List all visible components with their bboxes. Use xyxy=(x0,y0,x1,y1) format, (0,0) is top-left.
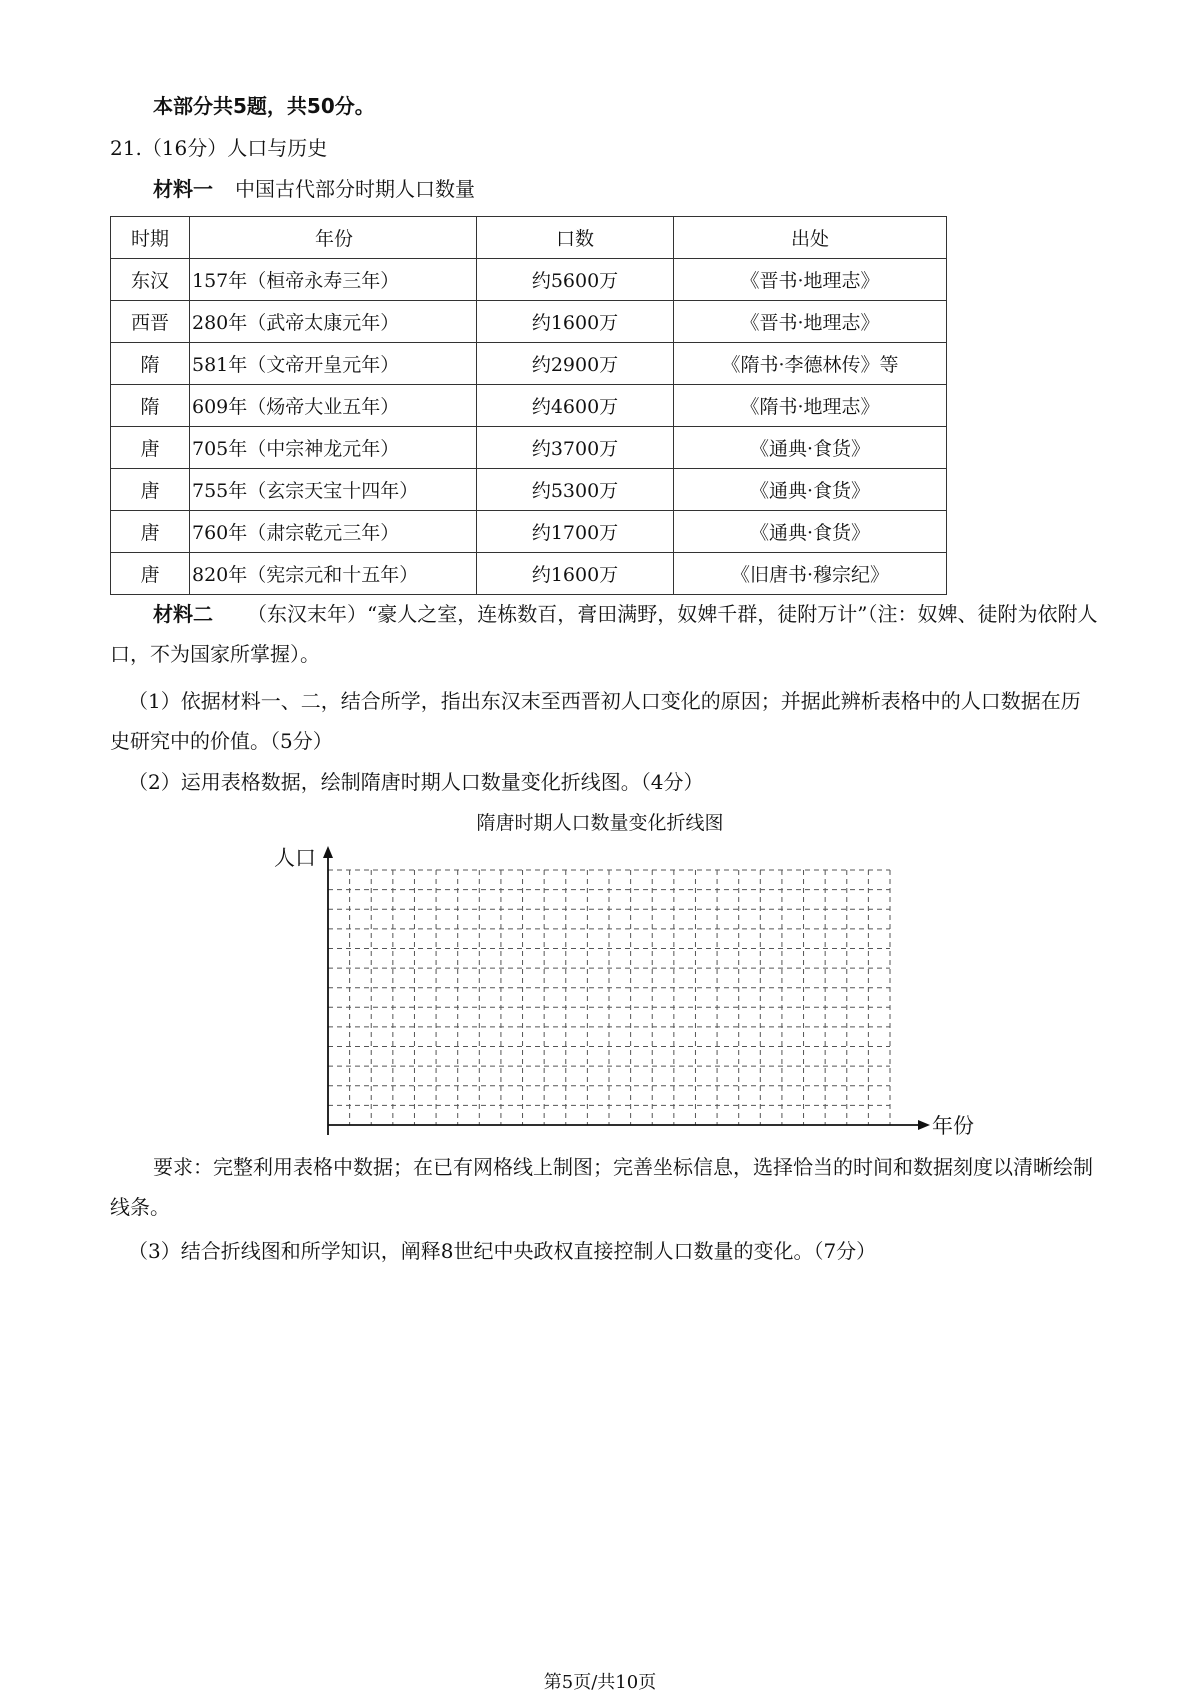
table-header-cell: 年份 xyxy=(190,217,477,259)
dashed-grid xyxy=(328,870,890,1125)
table-row xyxy=(111,427,947,469)
table-header-cell: 时期 xyxy=(111,217,190,259)
material1-title: 中国古代部分时期人口数量 xyxy=(235,177,475,201)
material1-heading xyxy=(153,175,475,203)
source-cell: 《隋书·李德林传》等 xyxy=(674,343,947,385)
chart-title: 隋唐时期人口数量变化折线图 xyxy=(476,812,724,834)
year-cell: 280年（武帝太康元年） xyxy=(190,301,477,343)
period-cell: 唐 xyxy=(111,427,190,469)
year-cell: 760年（肃宗乾元三年） xyxy=(190,511,477,553)
source-cell: 《旧唐书·穆宗纪》 xyxy=(674,553,947,595)
period-cell: 西晋 xyxy=(111,301,190,343)
y-axis-arrow-icon xyxy=(323,846,333,858)
question-3: （3）结合折线图和所学知识，阐释8世纪中央政权直接控制人口数量的变化。（7分） xyxy=(128,1239,877,1263)
source-cell: 《通典·食货》 xyxy=(674,427,947,469)
table-row xyxy=(111,385,947,427)
table-row xyxy=(111,343,947,385)
source-cell: 《隋书·地理志》 xyxy=(674,385,947,427)
year-cell: 581年（文帝开皇元年） xyxy=(190,343,477,385)
question-number: 21. xyxy=(110,136,142,160)
material2-text: （东汉末年）“豪人之室，连栋数百，膏田满野，奴婢千群，徒附万计”（注：奴婢、徒附为依附人口，不为国家所掌握）。 xyxy=(110,602,1098,666)
y-axis-label: 人口 xyxy=(274,846,316,870)
material1-label: 材料一 xyxy=(153,177,213,201)
source-cell: 《通典·食货》 xyxy=(674,469,947,511)
year-cell: 157年（桓帝永寿三年） xyxy=(190,259,477,301)
period-cell: 唐 xyxy=(111,511,190,553)
table-row xyxy=(111,259,947,301)
source-cell: 《晋书·地理志》 xyxy=(674,301,947,343)
population-cell: 约2900万 xyxy=(477,343,674,385)
chart-requirement: 要求：完整利用表格中数据；在已有网格线上制图；完善坐标信息，选择恰当的时间和数据刻度以清晰绘制线条。 xyxy=(110,1155,1093,1219)
table-header-row xyxy=(111,217,947,259)
material2-paragraph xyxy=(110,594,1100,674)
page-footer: 第5页/共10页 xyxy=(543,1672,657,1693)
population-cell: 约3700万 xyxy=(477,427,674,469)
period-cell: 唐 xyxy=(111,469,190,511)
source-cell: 《通典·食货》 xyxy=(674,511,947,553)
year-cell: 755年（玄宗天宝十四年） xyxy=(190,469,477,511)
question-heading xyxy=(110,134,327,162)
period-cell: 隋 xyxy=(111,385,190,427)
population-cell: 约1700万 xyxy=(477,511,674,553)
population-cell: 约5300万 xyxy=(477,469,674,511)
table-row xyxy=(111,511,947,553)
question-points: （16分） xyxy=(141,136,228,160)
year-cell: 705年（中宗神龙元年） xyxy=(190,427,477,469)
section-header: 本部分共5题，共50分。 xyxy=(153,94,375,118)
blank-chart-grid xyxy=(270,840,940,1140)
question-title: 人口与历史 xyxy=(227,136,328,160)
period-cell: 唐 xyxy=(111,553,190,595)
table-row xyxy=(111,553,947,595)
x-axis-label: 年份 xyxy=(932,1114,974,1138)
table-row xyxy=(111,469,947,511)
population-table xyxy=(110,216,947,595)
material2-label: 材料二 xyxy=(153,602,213,626)
table-header-cell: 口数 xyxy=(477,217,674,259)
period-cell: 东汉 xyxy=(111,259,190,301)
population-cell: 约1600万 xyxy=(477,301,674,343)
period-cell: 隋 xyxy=(111,343,190,385)
x-axis-arrow-icon xyxy=(918,1120,930,1130)
table-header-cell: 出处 xyxy=(674,217,947,259)
year-cell: 609年（炀帝大业五年） xyxy=(190,385,477,427)
question-1: （1）依据材料一、二，结合所学，指出东汉末至西晋初人口变化的原因；并据此辨析表格中的人口数据在历史研究中的价值。（5分） xyxy=(110,689,1081,753)
population-cell: 约1600万 xyxy=(477,553,674,595)
table-row xyxy=(111,301,947,343)
population-cell: 约5600万 xyxy=(477,259,674,301)
year-cell: 820年（宪宗元和十五年） xyxy=(190,553,477,595)
question-2: （2）运用表格数据，绘制隋唐时期人口数量变化折线图。（4分） xyxy=(128,770,704,794)
source-cell: 《晋书·地理志》 xyxy=(674,259,947,301)
population-cell: 约4600万 xyxy=(477,385,674,427)
